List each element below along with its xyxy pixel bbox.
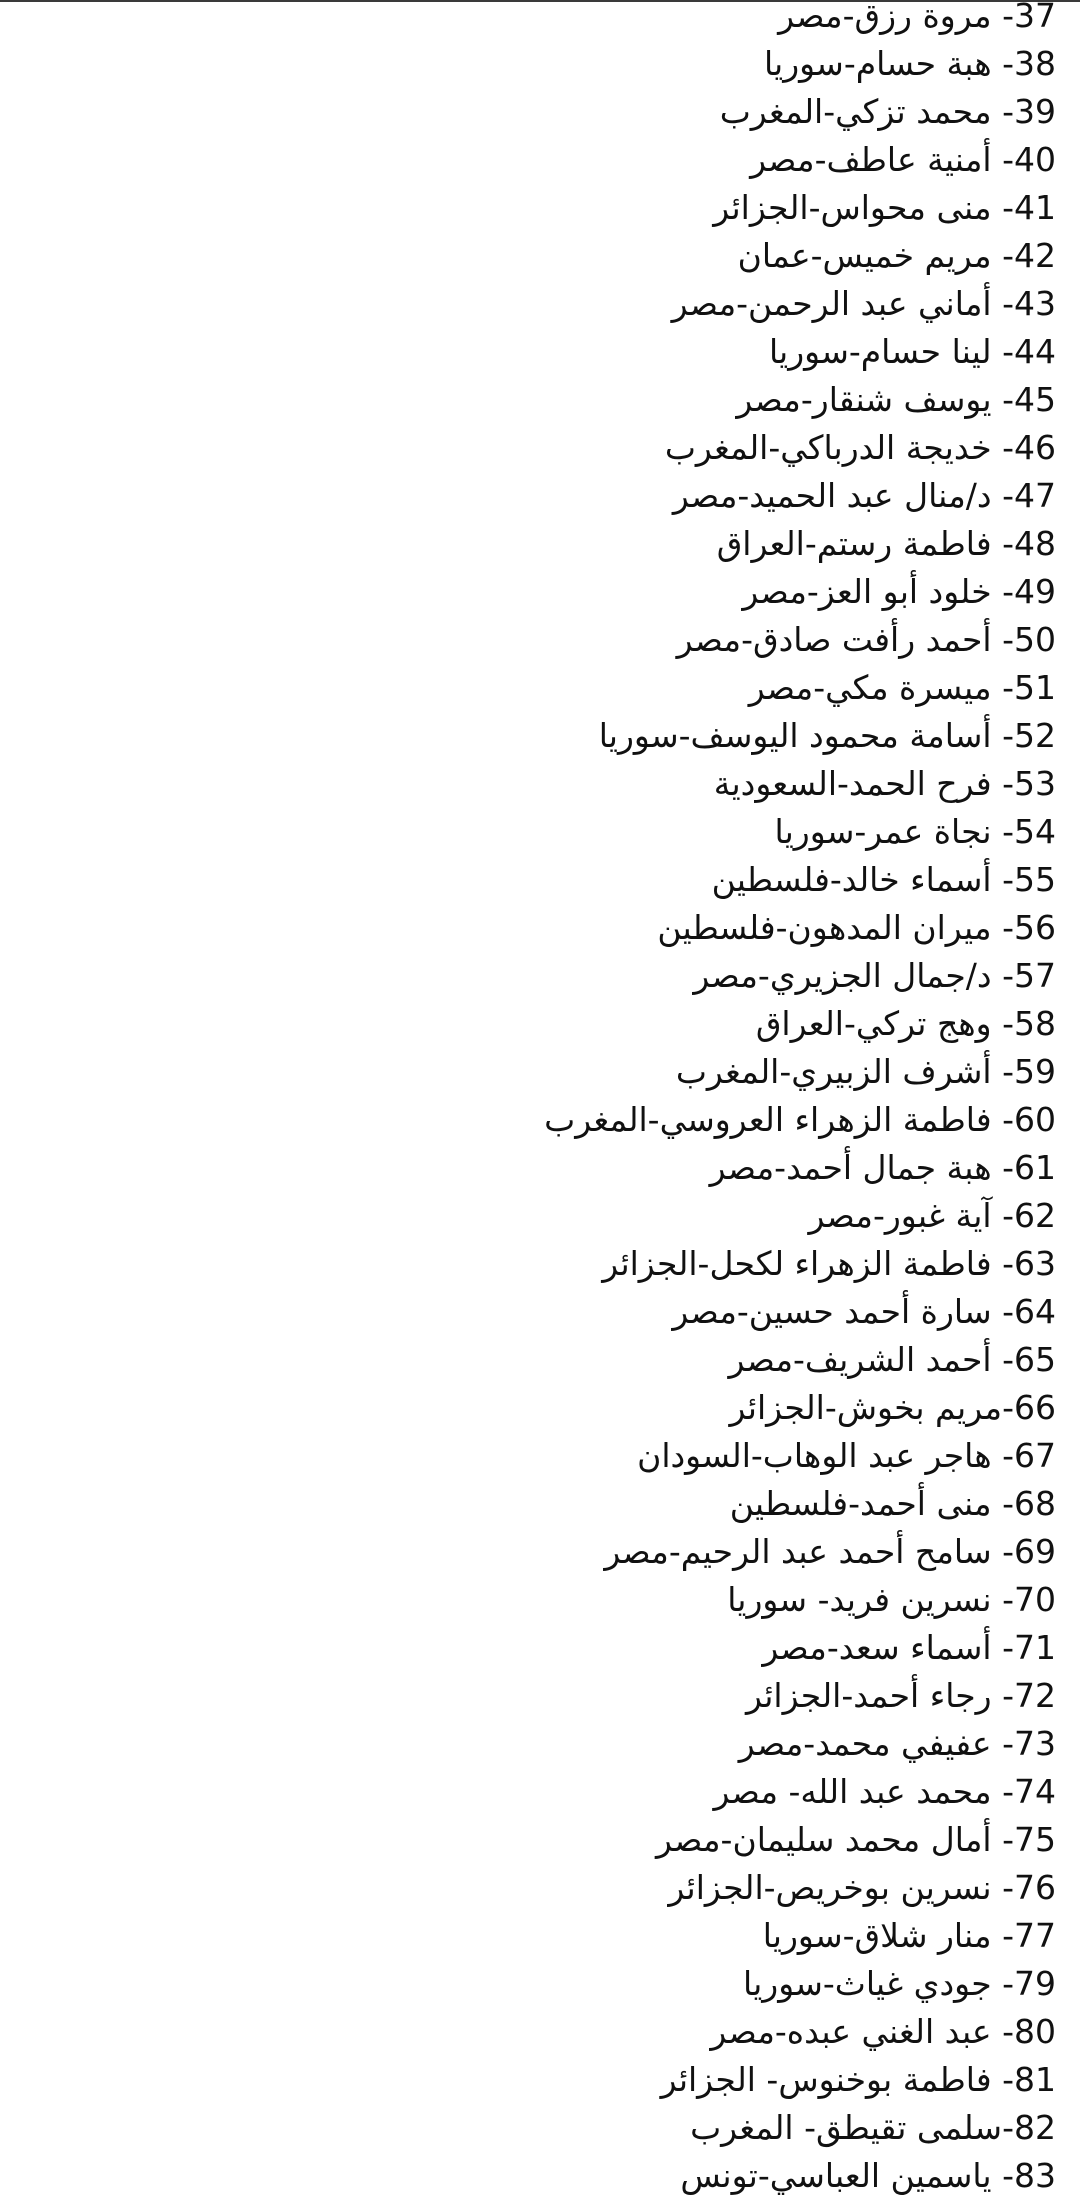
list-item: 67- هاجر عبد الوهاب-السودان [637,1436,1056,1475]
list-item: 49- خلود أبو العز-مصر [742,572,1056,611]
list-item: 42- مريم خميس-عمان [737,236,1056,275]
list-item: 47- د/منال عبد الحميد-مصر [672,476,1056,515]
list-item: 54- نجاة عمر-سوريا [774,812,1056,851]
list-item: 37- مروة رزق-مصر [778,0,1056,35]
list-item: 60- فاطمة الزهراء العروسي-المغرب [544,1100,1056,1139]
list-item: 63- فاطمة الزهراء لكحل-الجزائر [602,1244,1056,1283]
list-item: 57- د/جمال الجزيري-مصر [693,956,1056,995]
list-item: 68- منى أحمد-فلسطين [729,1484,1056,1523]
list-item: 83- ياسمين العباسي-تونس [680,2156,1056,2195]
list-item: 66-مريم بخوش-الجزائر [729,1388,1056,1427]
list-item: 71- أسماء سعد-مصر [762,1628,1056,1667]
list-item: 51- ميسرة مكي-مصر [748,668,1056,707]
list-item: 64- سارة أحمد حسين-مصر [672,1292,1056,1331]
list-item: 59- أشرف الزبيري-المغرب [675,1052,1056,1091]
list-item: 55- أسماء خالد-فلسطين [711,860,1056,899]
list-item: 56- ميران المدهون-فلسطين [657,908,1056,947]
list-item: 61- هبة جمال أحمد-مصر [709,1148,1056,1187]
list-item: 48- فاطمة رستم-العراق [716,524,1056,563]
list-item: 53- فرح الحمد-السعودية [713,764,1056,803]
list-item: 43- أماني عبد الرحمن-مصر [671,284,1056,323]
list-item: 73- عفيفي محمد-مصر [738,1724,1056,1763]
list-item: 79- جودي غياث-سوريا [743,1964,1056,2003]
participant-list [16,0,1056,2200]
list-item: 52- أسامة محمود اليوسف-سوريا [598,716,1056,755]
list-item: 70- نسرين فريد- سوريا [727,1580,1056,1619]
list-item: 76- نسرين بوخريص-الجزائر [668,1868,1056,1907]
list-item: 62- آية غبور-مصر [808,1196,1056,1235]
list-item: 82-سلمى تقيطق- المغرب [690,2108,1056,2147]
list-item: 80- عبد الغني عبده-مصر [710,2012,1056,2051]
list-item: 44- لينا حسام-سوريا [768,332,1056,371]
list-item: 74- محمد عبد الله- مصر [713,1772,1056,1811]
list-item: 77- منار شلاق-سوريا [762,1916,1056,1955]
list-item: 40- أمنية عاطف-مصر [750,140,1056,179]
list-item: 58- وهج تركي-العراق [755,1004,1056,1043]
list-item: 45- يوسف شنقار-مصر [736,380,1056,419]
list-item: 50- أحمد رأفت صادق-مصر [676,620,1056,659]
list-item: 81- فاطمة بوخنوس- الجزائر [660,2060,1056,2099]
list-item: 46- خديجة الدرباكي-المغرب [664,428,1056,467]
list-item: 39- محمد تزكي-المغرب [719,92,1056,131]
list-item: 65- أحمد الشريف-مصر [728,1340,1056,1379]
list-item: 38- هبة حسام-سوريا [763,44,1056,83]
list-item: 69- سامح أحمد عبد الرحيم-مصر [604,1532,1056,1571]
list-item: 72- رجاء أحمد-الجزائر [746,1676,1056,1715]
list-item: 75- أمال محمد سليمان-مصر [656,1820,1056,1859]
list-item: 41- منى محواس-الجزائر [713,188,1056,227]
